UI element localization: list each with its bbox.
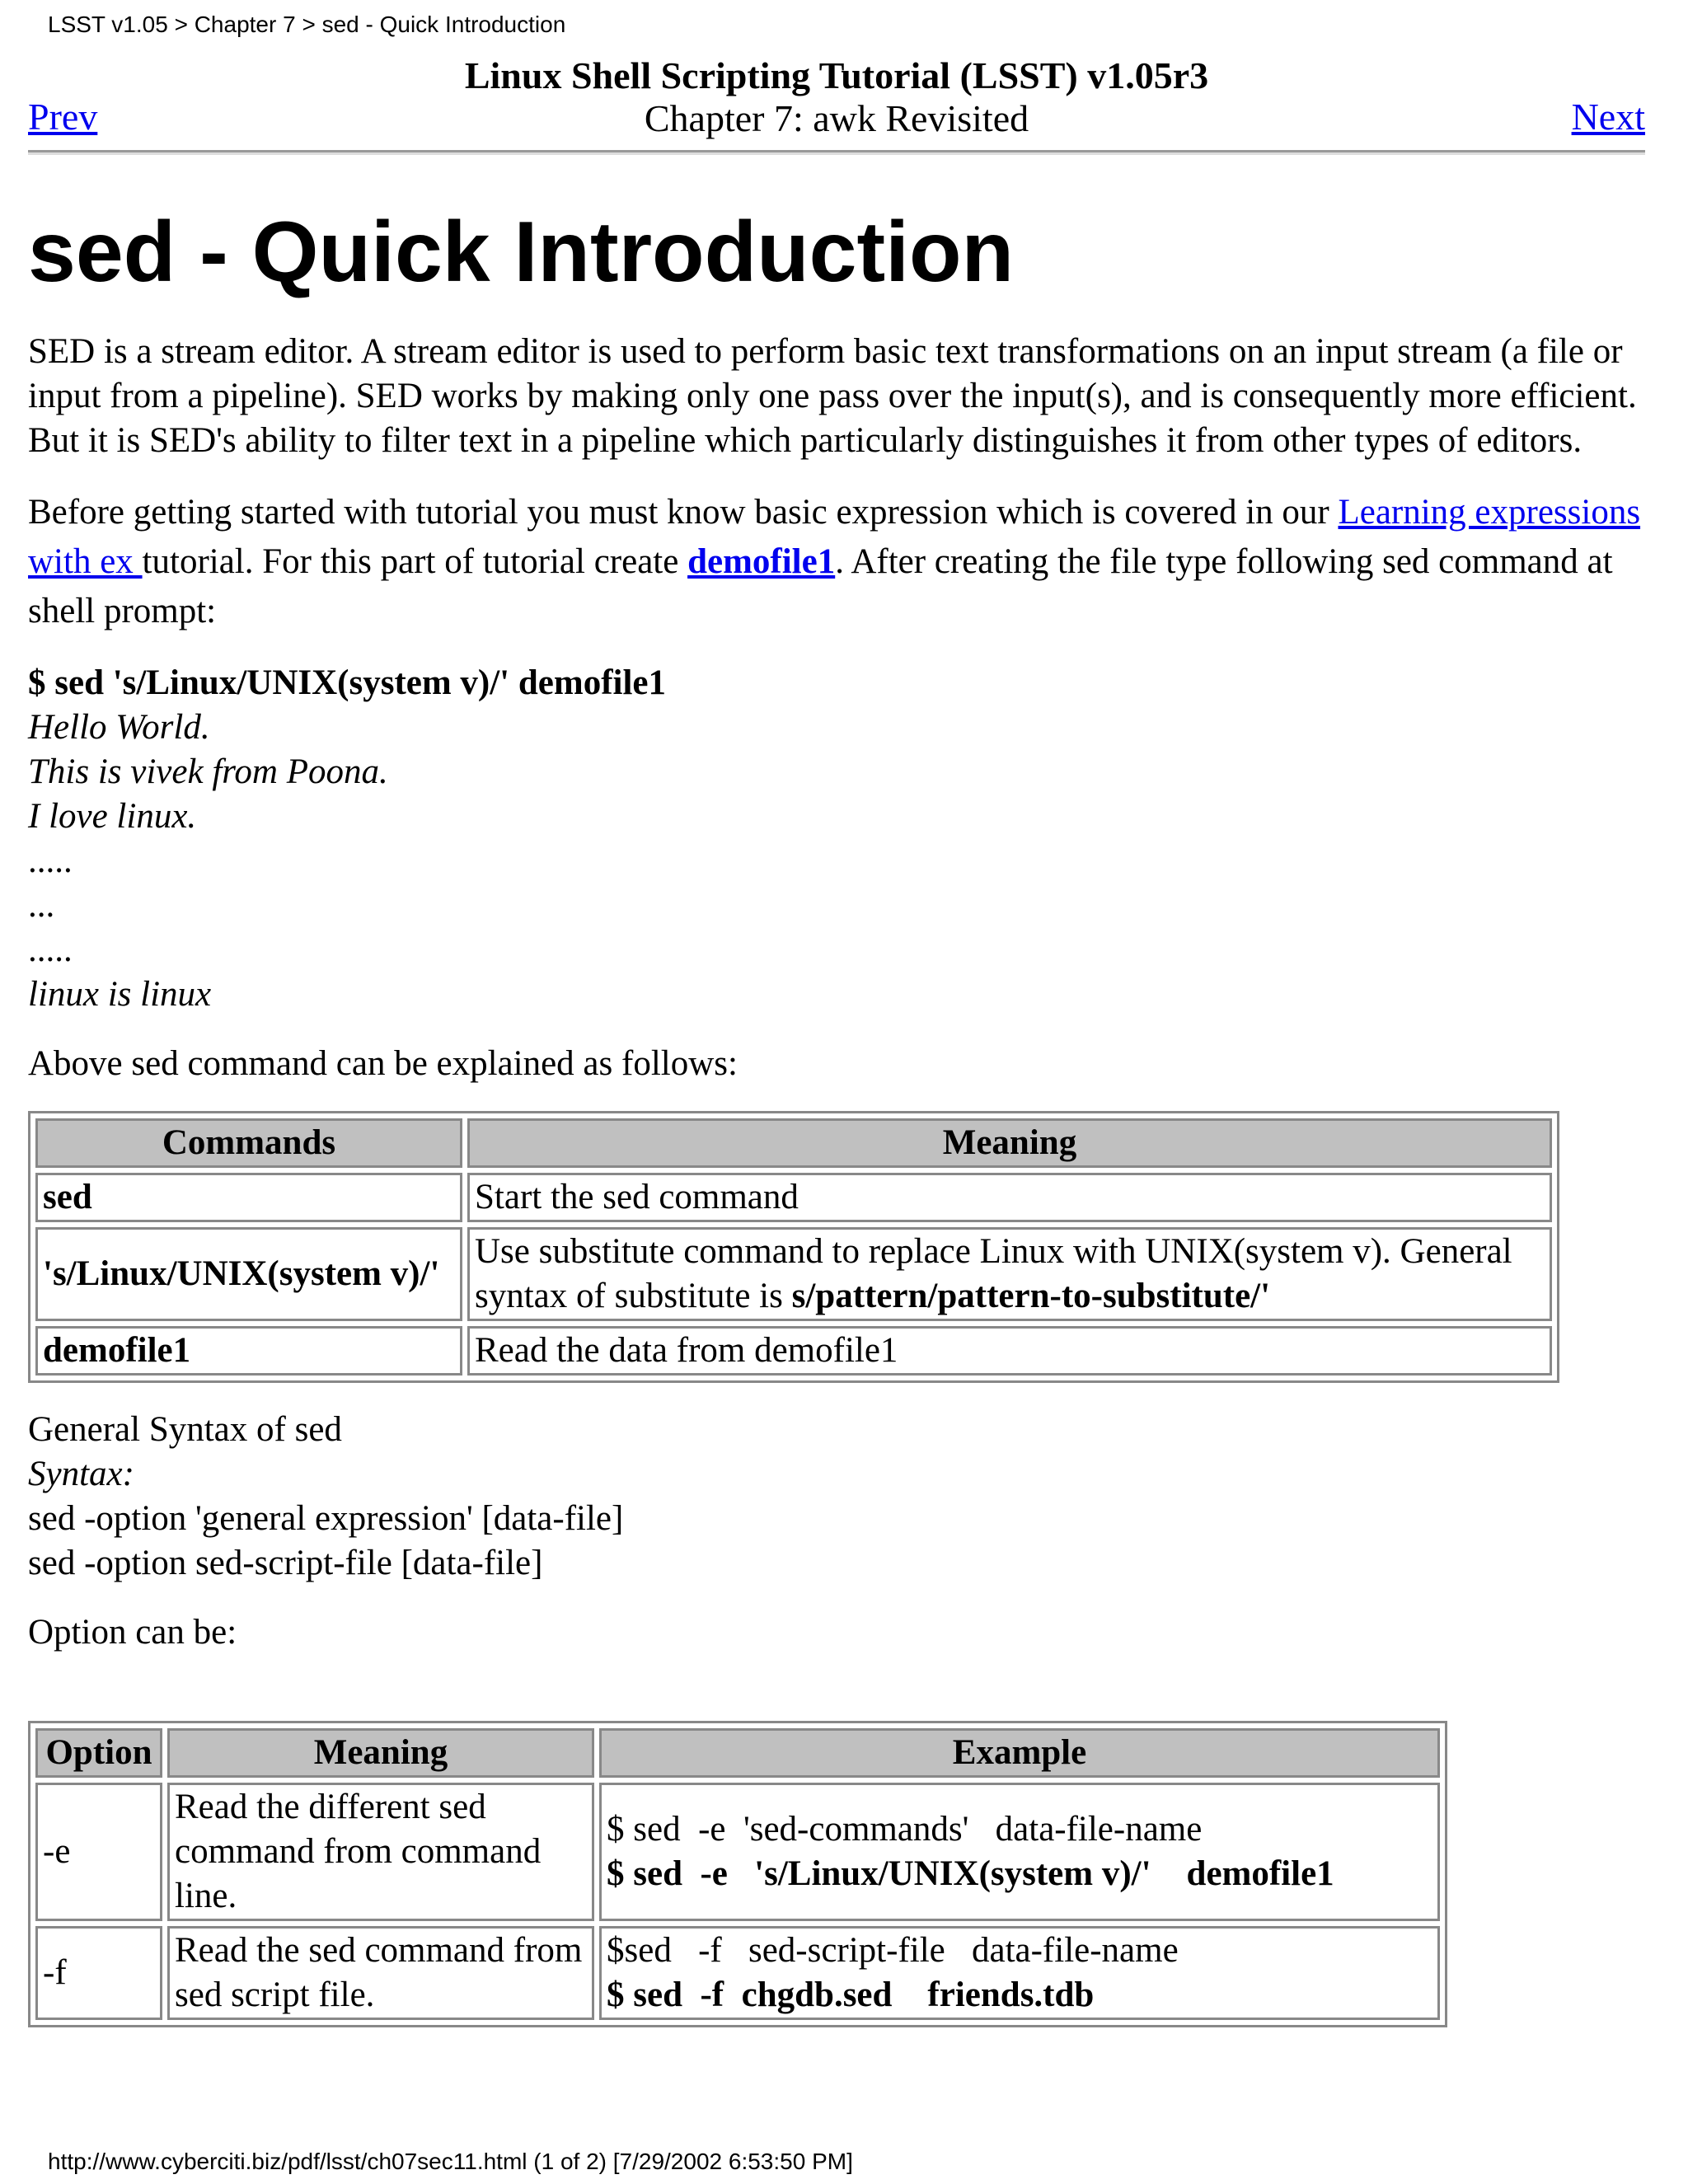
table-row: [35, 1227, 1552, 1321]
prerequisite-paragraph: [28, 488, 1645, 636]
table-row: [35, 1926, 1440, 2020]
column-header: Meaning: [467, 1118, 1552, 1168]
meaning-cell: [467, 1173, 1552, 1222]
main-content: [28, 203, 1645, 2052]
option-cell: -e: [35, 1783, 162, 1921]
spacer: [28, 1680, 1645, 1721]
intro-paragraph: SED is a stream editor. A stream editor is used to perform basic text transformations on an input stream (a file or input from a pipeline). SED works by making only one pass over the input(s), and is consequently more efficient. But it is SED's ability to filter text in a pipeline which particularly distinguishes it from other types of editors.: [28, 332, 1637, 460]
meaning-cell: Read the different sed command from command line.: [167, 1783, 594, 1921]
output-line: .....: [28, 930, 73, 969]
example-cell: [599, 1783, 1440, 1921]
table-row: [35, 1173, 1552, 1222]
output-line: This is vivek from Poona.: [28, 752, 388, 791]
example-cell: [599, 1926, 1440, 2020]
output-line: I love linux.: [28, 797, 197, 836]
syntax-line: sed -option 'general expression' [data-file]: [28, 1499, 624, 1538]
table-row: [35, 1326, 1552, 1376]
example-command: $ sed 's/Linux/UNIX(system v)/' demofile1: [28, 663, 666, 702]
syntax-label: Syntax:: [28, 1455, 134, 1493]
syntax-line: sed -option sed-script-file [data-file]: [28, 1544, 543, 1582]
chapter-title: Chapter 7: awk Revisited: [644, 97, 1029, 139]
demofile1-link[interactable]: demofile1: [687, 542, 836, 581]
example-text: $sed -f sed-script-file data-file-name: [607, 1931, 1179, 1970]
example-bold: $ sed -f chgdb.sed friends.tdb: [607, 1975, 1095, 2014]
paragraph-text: tutorial. For this part of tutorial create: [142, 542, 688, 581]
paragraph-text: . After creating the file type following sed command at shell prompt:: [28, 542, 1613, 630]
running-header: LSST v1.05 > Chapter 7 > sed - Quick Introduction: [48, 12, 566, 37]
meaning-text: Start the sed command: [475, 1178, 799, 1216]
command-cell: demofile1: [35, 1326, 462, 1376]
column-header: Commands: [35, 1118, 462, 1168]
page-title: sed - Quick Introduction: [28, 204, 1015, 300]
example-block: [28, 661, 1645, 1017]
output-line: linux is linux: [28, 975, 212, 1014]
output-line: Hello World.: [28, 708, 210, 747]
options-intro: Option can be:: [28, 1613, 237, 1652]
nav-title-block: [28, 54, 1645, 140]
output-line: .....: [28, 841, 73, 880]
tutorial-title: Linux Shell Scripting Tutorial (LSST) v1.05r3: [464, 54, 1209, 96]
meaning-cell: [467, 1227, 1552, 1321]
table-row: [35, 1783, 1440, 1921]
output-line: ...: [28, 886, 55, 925]
meaning-text: Read the data from demofile1: [475, 1331, 898, 1370]
options-table: [28, 1721, 1447, 2027]
example-text: $ sed -e 'sed-commands' data-file-name: [607, 1810, 1203, 1849]
meaning-bold: s/pattern/pattern-to-substitute/': [791, 1277, 1271, 1315]
command-cell: sed: [35, 1173, 462, 1222]
column-header: Meaning: [167, 1728, 594, 1778]
syntax-heading: General Syntax of sed: [28, 1410, 342, 1449]
paragraph-text: Before getting started with tutorial you must know basic expression which is covered in our: [28, 493, 1339, 532]
meaning-text: Use substitute command to replace Linux with UNIX(system v). General syntax of substitute is: [475, 1232, 1512, 1315]
column-header: Option: [35, 1728, 162, 1778]
header-divider: [28, 150, 1645, 155]
page-footer-url: http://www.cyberciti.biz/pdf/lsst/ch07sec11.html (1 of 2) [7/29/2002 6:53:50 PM]: [48, 2149, 853, 2174]
option-cell: -f: [35, 1926, 162, 2020]
example-bold: $ sed -e 's/Linux/UNIX(system v)/' demofile1: [607, 1854, 1334, 1893]
meaning-cell: Read the sed command from sed script file.: [167, 1926, 594, 2020]
learning-expressions-link[interactable]: Learning expressions with ex: [28, 493, 1641, 581]
general-syntax-block: [28, 1408, 1645, 1586]
column-header: Example: [599, 1728, 1440, 1778]
prev-link[interactable]: Prev: [28, 96, 98, 138]
explanation-intro: Above sed command can be explained as follows:: [28, 1044, 738, 1083]
command-explanation-table: [28, 1111, 1559, 1383]
nav-header: [28, 54, 1645, 145]
command-cell: 's/Linux/UNIX(system v)/': [35, 1227, 462, 1321]
meaning-cell: [467, 1326, 1552, 1376]
next-link[interactable]: Next: [1571, 96, 1645, 138]
